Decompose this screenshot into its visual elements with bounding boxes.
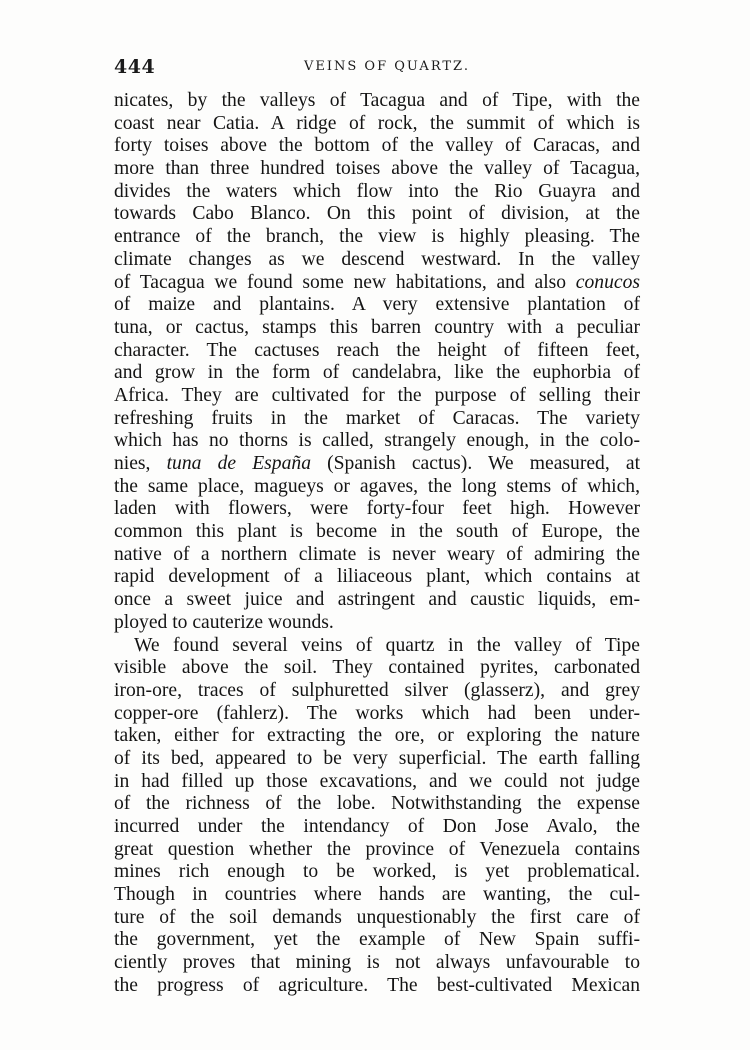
text-line: entrance of the branch, the view is highly pleasing. The xyxy=(114,226,640,248)
text-line: in had filled up those excavations, and we could not judge xyxy=(114,770,640,792)
text-line: native of a northern climate is never weary of admiring the xyxy=(114,543,640,565)
text-line: nicates, by the valleys of Tacagua and of Tipe, with the xyxy=(114,90,640,111)
text-line: Africa. They are cultivated for the purpose of selling their xyxy=(114,384,640,406)
text-line: forty toises above the bottom of the valley of Caracas, and xyxy=(114,135,640,157)
text-line: of its bed, appeared to be very superficial. The earth falling xyxy=(114,747,640,769)
paragraph-2 xyxy=(114,635,640,998)
text-line: We found several veins of quartz in the valley of Tipe xyxy=(134,634,640,656)
text-line: incurred under the intendancy of Don Jose Avalo, the xyxy=(114,816,640,837)
text-line: once a sweet juice and astringent and caustic liquids, em- xyxy=(114,589,640,611)
text-line: copper-ore (fahlerz). The works which had been under- xyxy=(114,702,640,724)
page-number: 444 xyxy=(114,56,156,78)
text-line: ciently proves that mining is not always unfavourable to xyxy=(114,952,640,974)
text-line: towards Cabo Blanco. On this point of division, at the xyxy=(114,203,640,225)
italic-term: tuna de España xyxy=(166,453,311,474)
text-line: rapid development of a liliaceous plant, which contains at xyxy=(114,566,640,588)
paragraph-1 xyxy=(114,90,640,635)
text-line: of maize and plantains. A very extensive plantation of xyxy=(114,294,640,316)
text-line: the progress of agriculture. The best-cultivated Mexican xyxy=(114,974,640,996)
text-line: which has no thorns is called, strangely enough, in the colo- xyxy=(114,430,640,452)
page-header xyxy=(114,56,640,78)
text-line: more than three hundred toises above the valley of Tacagua, xyxy=(114,158,640,180)
text-line: mines rich enough to be worked, is yet problematical. xyxy=(114,861,640,883)
text-line: Though in countries where hands are wanting, the cul- xyxy=(114,884,640,906)
text-line: of the richness of the lobe. Notwithstanding the expense xyxy=(114,793,640,815)
text-line: iron-ore, traces of sulphuretted silver (glasserz), and grey xyxy=(114,679,640,701)
text-line: the same place, magueys or agaves, the long stems of which, xyxy=(114,475,640,497)
running-title: VEINS OF QUARTZ. xyxy=(303,59,470,74)
text-line: common this plant is become in the south of Europe, the xyxy=(114,521,640,543)
text-line: divides the waters which flow into the Rio Guayra and xyxy=(114,180,640,202)
text-line: coast near Catia. A ridge of rock, the summit of which is xyxy=(114,112,640,134)
italic-term: conucos xyxy=(575,271,640,293)
text-line: laden with flowers, were forty-four feet high. However xyxy=(114,498,640,520)
text-line: great question whether the province of Venezuela contains xyxy=(114,838,640,860)
text-line: visible above the soil. They contained pyrites, carbonated xyxy=(114,657,640,679)
text-line: ture of the soil demands unquestionably the first care of xyxy=(114,906,640,928)
text-line: of Tacagua we found some new habitations, and also conucos xyxy=(114,271,640,293)
body-text xyxy=(114,90,640,998)
text-line: tuna, or cactus, stamps this barren country with a peculiar xyxy=(114,316,640,338)
text-line: ployed to cauterize wounds. xyxy=(114,611,334,633)
text-line: the government, yet the example of New Spain suffi- xyxy=(114,929,640,951)
text-line: character. The cactuses reach the height of fifteen feet, xyxy=(114,339,640,361)
text-line: and grow in the form of candelabra, like the euphorbia of xyxy=(114,362,640,384)
text-line: nies, tuna de España (Spanish cactus). We measured, at xyxy=(114,453,641,474)
text-line: taken, either for extracting the ore, or exploring the nature xyxy=(114,725,640,747)
text-line: climate changes as we descend westward. In the valley xyxy=(114,248,640,270)
text-line: refreshing fruits in the market of Caracas. The variety xyxy=(114,407,640,429)
